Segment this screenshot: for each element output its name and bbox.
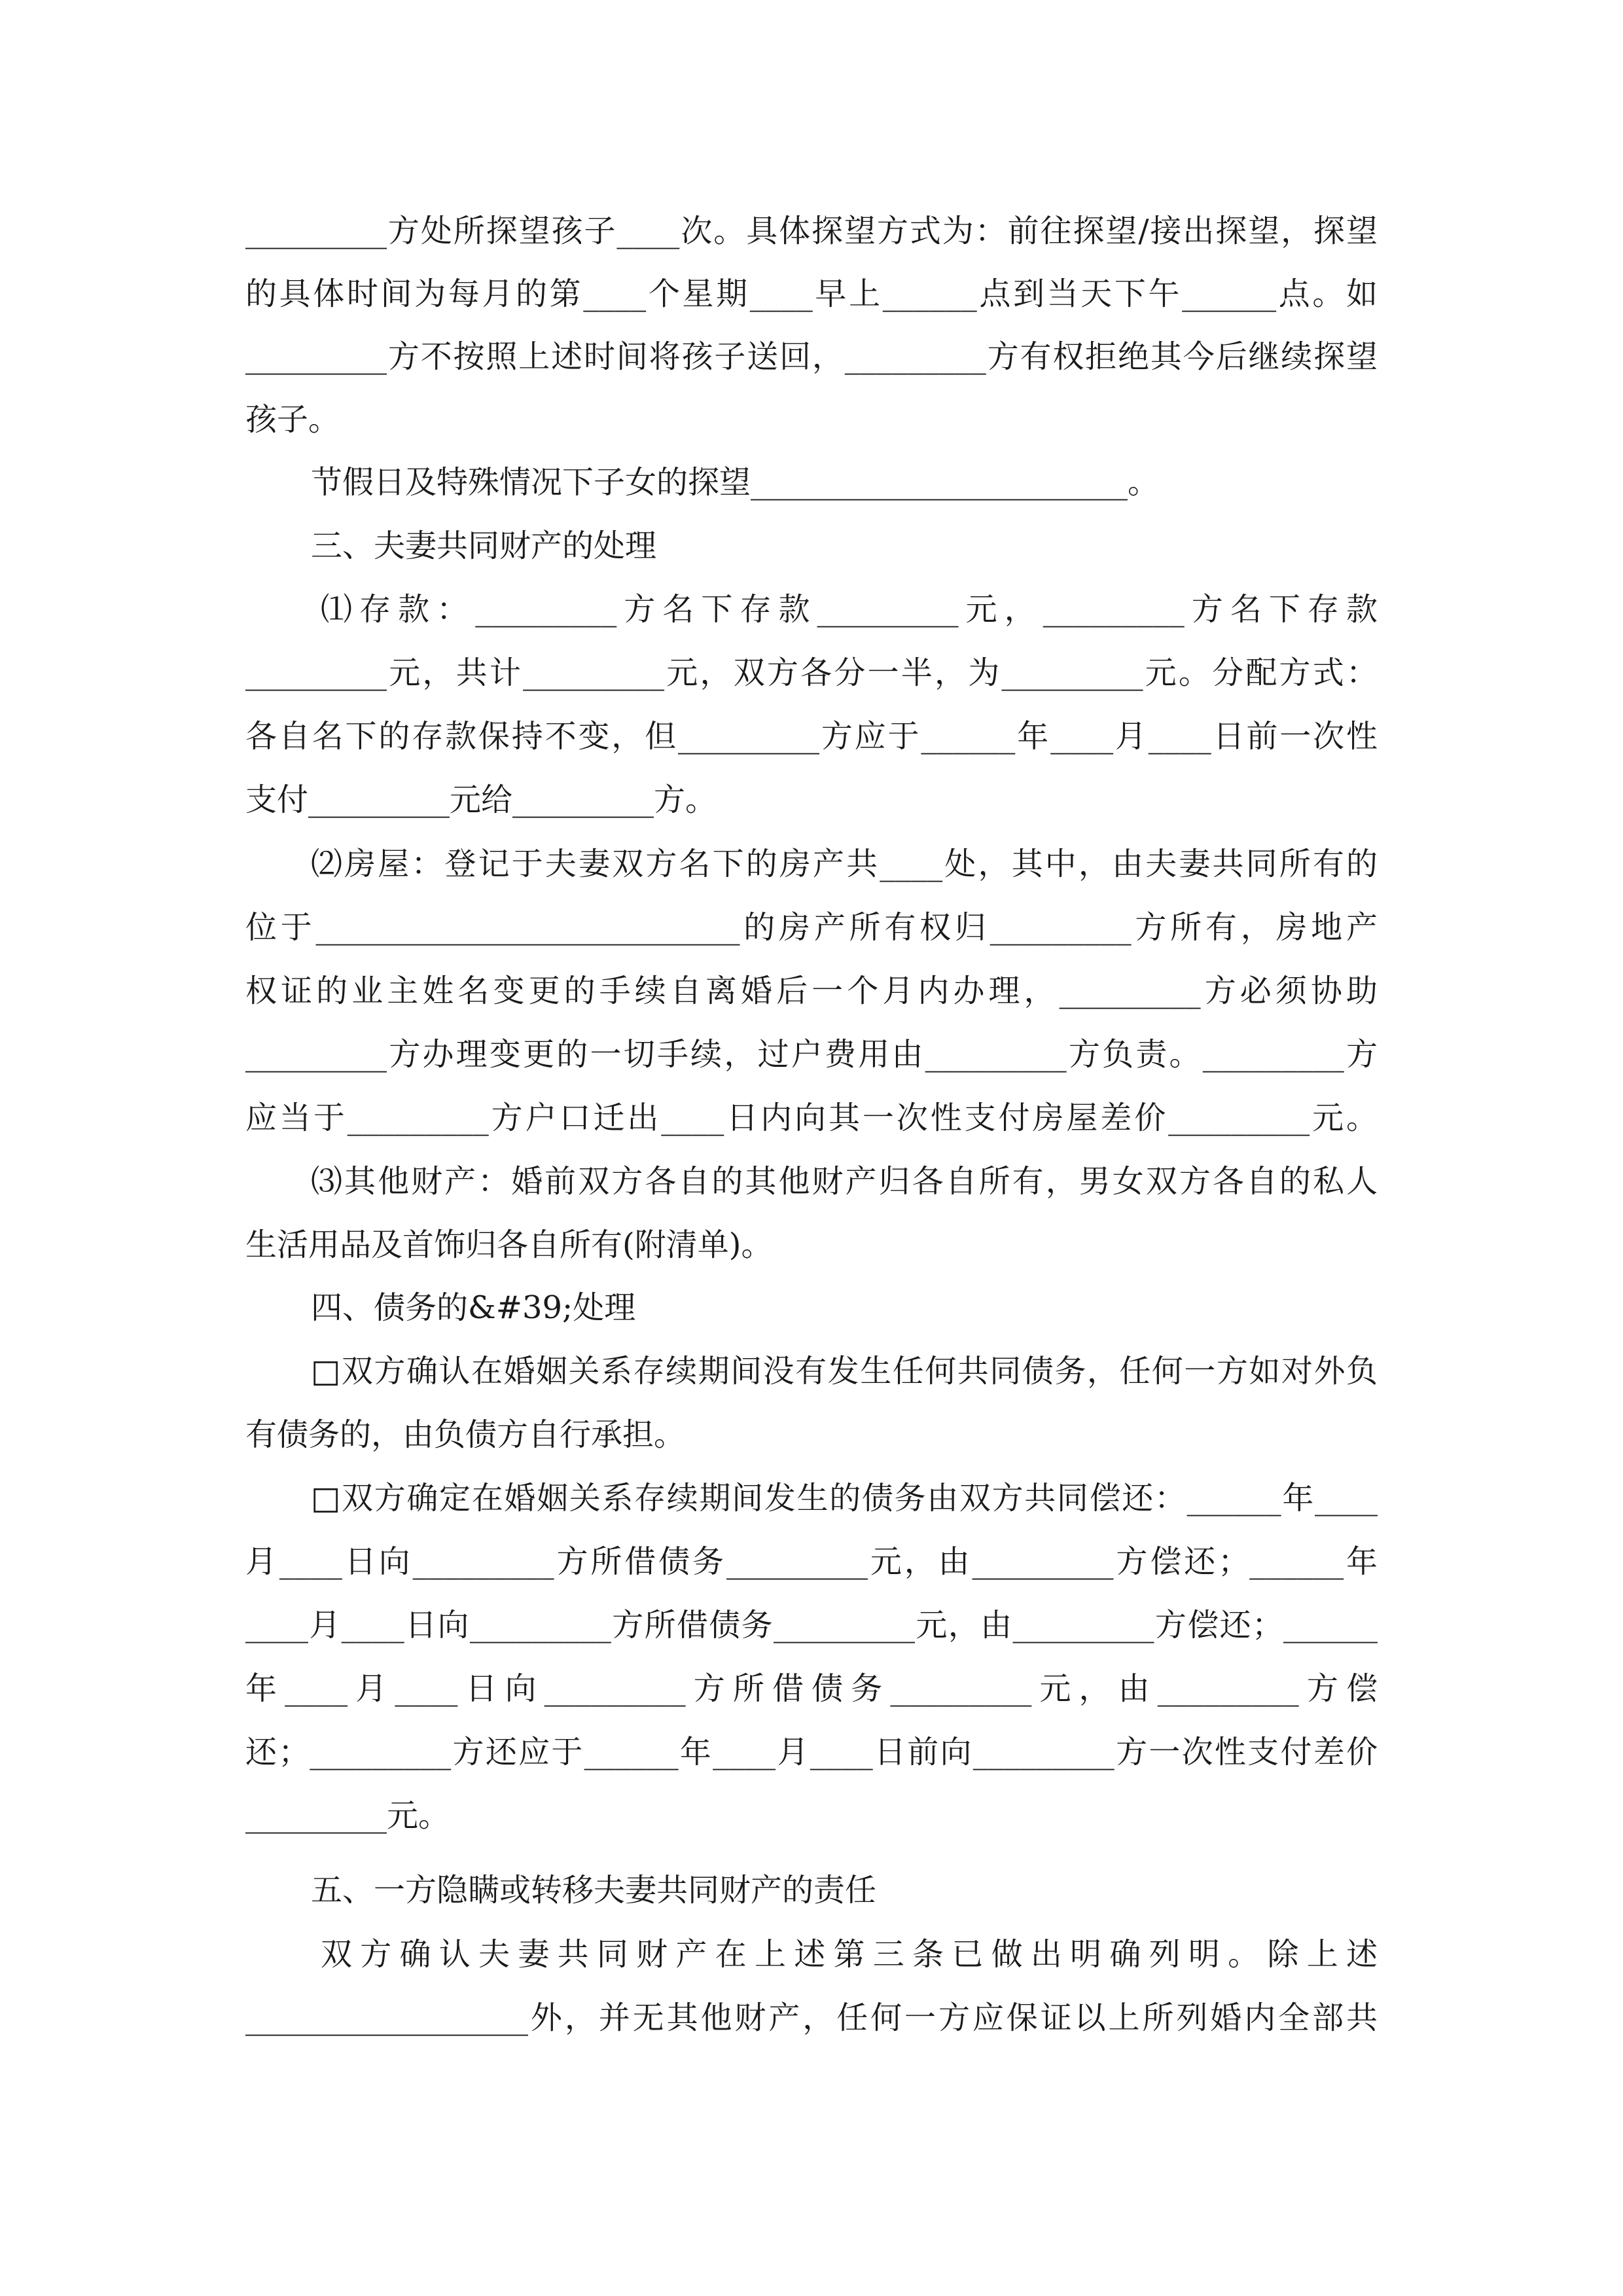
text-line: □双方确定在婚姻关系存续期间发生的债务由双方共同偿还：______年____: [311, 1480, 1378, 1516]
text-line: 各自名下的存款保持不变，但_________方应于______年____月____日前一次性: [245, 718, 1378, 755]
text-line: _________方处所探望孩子____次。具体探望方式为：前往探望/接出探望，探望: [245, 213, 1378, 249]
text-line: ____月____日向_________方所借债务_________元，由_________方偿还；______: [245, 1607, 1378, 1643]
text-line: ⑴存款：_________方名下存款_________元，_________方名下存款: [321, 591, 1378, 628]
text-line: _________方不按照上述时间将孩子送回，_________方有权拒绝其今后继续探望: [245, 338, 1378, 375]
text-line: _________方办理变更的一切手续，过户费用由_________方负责。_________方: [245, 1036, 1378, 1073]
section-heading: 三、夫妻共同财产的处理: [311, 528, 657, 564]
text-line: __________________外，并无其他财产，任何一方应保证以上所列婚内全部共: [245, 2000, 1378, 2036]
text-line: 孩子。: [245, 401, 340, 438]
section-heading: 五、一方隐瞒或转移夫妻共同财产的责任: [311, 1872, 877, 1909]
text-line: 月____日向_________方所借债务_________元，由_________方偿还；______年: [245, 1543, 1378, 1580]
text-line: 位于___________________________的房产所有权归_________方所有，房地产: [245, 909, 1378, 946]
text-line: ⑵房屋：登记于夫妻双方名下的房产共____处，其中，由夫妻共同所有的: [311, 846, 1378, 882]
text-line: 的具体时间为每月的第____个星期____早上______点到当天下午______点。如: [245, 276, 1378, 312]
text-line: 生活用品及首饰归各自所有(附清单)。: [245, 1227, 773, 1263]
text-line: 权证的业主姓名变更的手续自离婚后一个月内办理，_________方必须协助: [245, 973, 1378, 1009]
text-line: 节假日及特殊情况下子女的探望________________________。: [311, 464, 1160, 501]
section-heading: 四、债务的&#39;处理: [311, 1289, 636, 1326]
text-line: 双方确认夫妻共同财产在上述第三条已做出明确列明。除上述: [321, 1936, 1378, 1973]
text-line: _________元，共计_________元，双方各分一半，为_________元。分配方式：: [245, 655, 1378, 691]
text-line: 应当于_________方户口迁出____日内向其一次性支付房屋差价_________元。: [245, 1100, 1378, 1136]
text-line: 有债务的，由负债方自行承担。: [245, 1416, 686, 1453]
text-line: _________元。: [245, 1797, 450, 1834]
text-line: 年____月____日向_________方所借债务_________元，由_________方偿: [245, 1670, 1378, 1707]
text-line: 支付_________元给_________方。: [245, 781, 717, 818]
text-line: ⑶其他财产：婚前双方各自的其他财产归各自所有，男女双方各自的私人: [311, 1163, 1378, 1200]
text-line: 还；_________方还应于______年____月____日前向_________方一次性支付差价: [245, 1734, 1378, 1770]
text-line: □双方确认在婚姻关系存续期间没有发生任何共同债务，任何一方如对外负: [311, 1353, 1378, 1390]
